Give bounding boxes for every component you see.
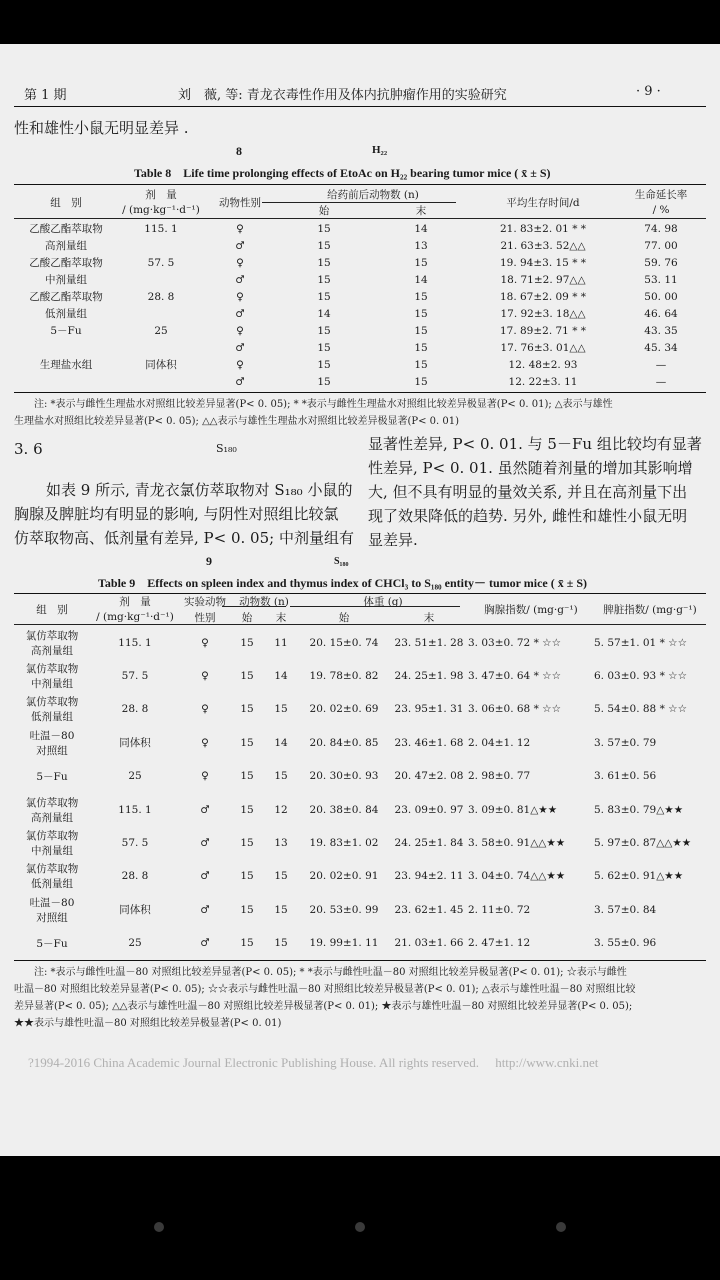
table9-header [14,594,706,625]
group-name: 氯仿萃取物 [25,830,79,843]
table-row [14,726,706,759]
t9-head-weight: 体重 (g) [363,596,403,608]
weight-start-cell: 20. 84±0. 85 [309,736,379,749]
table8-bottom-rule [14,392,706,393]
t8-head-end: 末 [415,204,427,217]
start-count-cell: 15 [240,803,254,816]
section-number: 3. 6 [14,440,43,458]
start-count-cell: 15 [317,222,331,235]
sex-cell: ♀ [236,290,244,303]
dose-cell: 同体积 [119,904,151,917]
t8-head-survival: 平均生存时间/d [506,196,580,209]
group-name: 吐温－80 [29,896,75,909]
sex-cell: ♂ [200,937,210,950]
end-count-cell: 14 [274,670,288,683]
table-row [14,237,706,254]
weight-end-cell: 23. 94±2. 11 [394,870,464,883]
start-count-cell: 15 [240,736,254,749]
sex-cell: ♀ [236,324,244,337]
prolong-rate-cell: — [655,358,667,371]
group-level: 低剂量组 [31,878,73,891]
dose-cell: 115. 1 [118,636,152,649]
end-count-cell: 15 [414,256,428,269]
weight-end-cell: 23. 62±1. 45 [394,903,464,916]
dose-cell: 28. 8 [121,870,149,883]
table-row [14,927,706,960]
t9-head-group: 组 别 [36,604,68,616]
sex-cell: ♀ [201,703,209,716]
weight-start-cell: 20. 02±0. 91 [309,870,379,883]
group-cell: 生理盐水组 [39,359,93,371]
section-subtitle: S₁₈₀ [216,442,237,455]
weight-end-cell: 23. 09±0. 97 [394,803,464,816]
end-count-cell: 14 [414,222,428,235]
table8-note-line1: 注: *表示与雌性生理盐水对照组比较差异显著(P< 0. 05); * *表示与雌性生理盐水对照组比较差异极显著(P< 0. 01); △表示与雄性 [34,399,613,410]
weight-end-cell: 24. 25±1. 84 [394,837,464,850]
sex-cell: ♂ [200,837,210,850]
spleen-index-cell: 5. 54±0. 88 * ☆☆ [594,703,687,716]
dose-cell: 同体积 [145,359,177,371]
t9-head-start: 始 [241,611,253,624]
group-cell [14,793,90,826]
dose-cell: 25 [128,937,142,950]
group-cell: 中剂量组 [45,274,87,286]
group-cell [14,626,90,659]
table8-note-line2: 生理盐水对照组比较差异显著(P< 0. 05); △△表示与雄性生理盐水对照组比较差异极显著(P< 0. 01) [14,416,459,427]
body-left-line3: 仿萃取物高、低剂量有差异, P< 0. 05; 中剂量组有 [14,529,354,547]
weight-start-cell: 19. 78±0. 82 [309,670,379,683]
table8-head-rule [14,218,706,219]
table-row [14,826,706,859]
start-count-cell: 15 [240,903,254,916]
table8-subtitle: H₂₂ [372,144,388,156]
t8-head-prolong2: / % [652,204,670,216]
table9-caption: Table 9 Effects on spleen index and thymus index of CHCl₃ to S₁₈₀ entity－ tumor mice ( x̄ ± S) [98,576,587,590]
dose-cell: 28. 8 [121,703,149,716]
end-count-cell: 15 [274,937,288,950]
t9-head-sex2: 性别 [194,611,216,624]
start-count-cell: 15 [317,324,331,337]
page-number: · 9 · [636,84,661,99]
weight-start-cell: 20. 15±0. 74 [309,636,379,649]
t8-head-dose2: / (mg·kg⁻¹·d⁻¹) [122,204,200,216]
group-cell: 乙酸乙酯萃取物 [29,291,103,303]
group-cell: 5－Fu [50,325,82,337]
group-name: 氯仿萃取物 [25,629,79,642]
group-name: 氯仿萃取物 [25,796,79,809]
survival-time-cell: 17. 89±2. 71 * * [499,324,587,337]
survival-time-cell: 12. 48±2. 93 [508,358,578,371]
thymus-index-cell: 3. 09±0. 81△★★ [468,803,558,816]
start-count-cell: 15 [240,937,254,950]
weight-start-cell: 20. 02±0. 69 [309,703,379,716]
thymus-index-cell: 3. 03±0. 72 * ☆☆ [468,636,561,649]
dose-cell [118,271,204,288]
start-count-cell: 15 [317,290,331,303]
thymus-index-cell: 2. 11±0. 72 [468,903,531,916]
end-count-cell: 13 [274,837,288,850]
table-row [14,860,706,893]
weight-start-cell: 20. 53±0. 99 [309,903,379,916]
table9-note-line2: 吐温－80 对照组比较差异显著(P< 0. 05); ☆☆表示与雌性吐温－80 对照组比较差异极显著(P< 0. 01); △表示与雄性吐温－80 对照组比较 [14,984,636,995]
survival-time-cell: 17. 76±3. 01△△ [500,341,586,354]
nav-recents-icon[interactable] [556,1222,566,1232]
weight-end-cell: 24. 25±1. 98 [394,670,464,683]
sex-cell: ♀ [236,222,244,235]
sex-cell: ♂ [235,375,245,388]
prolong-rate-cell: 50. 00 [644,290,678,303]
prolong-rate-cell: 77. 00 [644,239,678,252]
start-count-cell: 15 [317,375,331,388]
group-cell [14,860,90,893]
status-bar [0,0,720,44]
dose-cell: 115. 1 [144,222,178,235]
prolong-rate-cell: 53. 11 [644,273,678,286]
t9-head-wend: 末 [423,611,435,624]
group-cell [14,826,90,859]
table-row [14,322,706,339]
end-count-cell: 15 [414,290,428,303]
table-row [14,893,706,926]
group-cell [14,339,118,356]
end-count-cell: 15 [274,703,288,716]
table9-note-line3: 差异显著(P< 0. 05); △△表示与雄性吐温－80 对照组比较差异极显著(P< 0. 01); ★表示与雄性吐温－80 对照组比较差异显著(P< 0. 05); [14,1001,633,1012]
end-count-cell: 12 [274,803,288,816]
group-cell [14,893,90,926]
group-cell: 低剂量组 [45,308,87,320]
nav-back-icon[interactable] [154,1222,164,1232]
table-row [14,305,706,322]
prolong-rate-cell: 59. 76 [644,256,678,269]
body-right-line5: 显差异. [368,531,418,549]
spleen-index-cell: 3. 55±0. 96 [594,937,657,950]
group-cell [14,726,90,759]
body-left-line1: 如表 9 所示, 青龙衣氯仿萃取物对 S₁₈₀ 小鼠的 [46,481,353,499]
t8-head-group: 组 别 [50,196,82,209]
weight-end-cell: 21. 03±1. 66 [394,937,464,950]
sex-cell: ♂ [200,870,210,883]
navigation-bar [0,1156,720,1280]
t8-head-dose1: 剂 量 [145,188,177,201]
end-count-cell: 14 [274,736,288,749]
start-count-cell: 15 [240,870,254,883]
running-title: 刘 薇, 等: 青龙衣毒性作用及体内抗肿瘤作用的实验研究 [178,88,507,103]
dose-cell: 28. 8 [147,290,175,303]
group-level: 中剂量组 [31,678,73,691]
spleen-index-cell: 5. 97±0. 87△△★★ [594,837,692,850]
survival-time-cell: 12. 22±3. 11 [508,375,578,388]
end-count-cell: 15 [274,770,288,783]
dose-cell: 57. 5 [147,256,175,269]
sex-cell: ♀ [236,358,244,371]
t9-head-wstart: 始 [338,611,350,624]
sex-cell: ♀ [201,636,209,649]
dose-cell [118,305,204,322]
prolong-rate-cell: 74. 98 [644,222,678,235]
survival-time-cell: 21. 63±3. 52△△ [500,239,586,252]
dose-cell: 25 [154,324,168,337]
group-level: 对照组 [36,744,68,757]
issue-number: 第 1 期 [24,88,67,103]
group-level: 低剂量组 [31,711,73,724]
table-row [14,220,706,237]
prolong-rate-cell: 43. 35 [644,324,678,337]
end-count-cell: 11 [274,636,288,649]
start-count-cell: 15 [240,837,254,850]
sex-cell: ♀ [201,770,209,783]
dose-cell [118,373,204,390]
survival-time-cell: 21. 83±2. 01 * * [499,222,587,235]
group-name: 氯仿萃取物 [25,863,79,876]
t8-head-prolong1: 生命延长率 [634,188,688,201]
thymus-index-cell: 3. 06±0. 68 * ☆☆ [468,703,561,716]
dose-cell: 57. 5 [121,837,149,850]
table-row [14,339,706,356]
table8-header [14,186,706,218]
weight-end-cell: 23. 46±1. 68 [394,736,464,749]
sex-cell: ♀ [236,256,244,269]
spleen-index-cell: 5. 57±1. 01 * ☆☆ [594,636,687,649]
header-rule [14,106,706,107]
thymus-index-cell: 2. 47±1. 12 [468,937,531,950]
table9-number: 9 [206,554,212,568]
thymus-index-cell: 2. 04±1. 12 [468,736,531,749]
end-count-cell: 15 [414,375,428,388]
group-cell [14,760,90,793]
weight-start-cell: 19. 83±1. 02 [309,837,379,850]
group-cell [14,927,90,960]
table-row [14,254,706,271]
survival-time-cell: 18. 67±2. 09 * * [499,290,587,303]
prolong-rate-cell: — [655,375,667,388]
group-name: 吐温－80 [29,729,75,742]
sex-cell: ♀ [201,736,209,749]
group-level: 中剂量组 [31,845,73,858]
sex-cell: ♂ [235,239,245,252]
body-left-line2: 胸腺及脾脏均有明显的影响, 与阴性对照组比较氯 [14,505,339,523]
start-count-cell: 15 [317,341,331,354]
document-page [0,44,720,1156]
sex-cell: ♀ [201,670,209,683]
end-count-cell: 14 [414,273,428,286]
table-row [14,356,706,373]
sex-cell: ♂ [200,803,210,816]
group-name: 5－Fu [36,770,68,783]
body-right-line1: 显著性差异, P< 0. 01. 与 5－Fu 组比较均有显著 [368,435,702,453]
table8-top-rule [14,184,706,185]
dose-cell [118,237,204,254]
table9-subtitle: S₁₈₀ [334,556,349,567]
start-count-cell: 15 [317,256,331,269]
group-cell [14,693,90,726]
survival-time-cell: 17. 92±3. 18△△ [500,307,586,320]
spleen-index-cell: 5. 62±0. 91△★★ [594,870,684,883]
copyright-footer: ?1994-2016 China Academic Journal Electronic Publishing House. All rights reserved. http://www.cnki.net [28,1055,599,1070]
t8-head-sex: 动物性别 [219,196,261,209]
body-right-line3: 大, 但不具有明显的量效关系, 并且在高剂量下出 [368,483,688,501]
start-count-cell: 15 [240,703,254,716]
weight-start-cell: 20. 38±0. 84 [309,803,379,816]
spleen-index-cell: 3. 61±0. 56 [594,770,657,783]
sex-cell: ♂ [235,273,245,286]
dose-cell: 115. 1 [118,803,152,816]
table-row [14,760,706,793]
table8-caption: Table 8 Life time prolonging effects of EtoAc on H₂₂ bearing tumor mice ( x̄ ± S) [134,166,551,180]
body-right-line2: 性差异, P< 0. 01. 虽然随着剂量的增加其影响增 [368,459,693,477]
table9-bottom-rule [14,960,706,961]
group-cell [14,373,118,390]
spleen-index-cell: 6. 03±0. 93 * ☆☆ [594,670,687,683]
group-cell: 乙酸乙酯萃取物 [29,223,103,235]
dose-cell: 25 [128,770,142,783]
group-name: 5－Fu [36,937,68,950]
start-count-cell: 15 [317,239,331,252]
table-row [14,288,706,305]
dose-cell [118,339,204,356]
dose-cell: 57. 5 [121,670,149,683]
sex-cell: ♂ [235,307,245,320]
table-row [14,793,706,826]
sex-cell: ♂ [235,341,245,354]
thymus-index-cell: 3. 47±0. 64 * ☆☆ [468,670,561,683]
group-cell: 高剂量组 [45,240,87,252]
weight-end-cell: 23. 51±1. 28 [394,636,464,649]
start-count-cell: 14 [317,307,331,320]
end-count-cell: 15 [274,870,288,883]
paragraph-top: 性和雄性小鼠无明显差异 . [14,119,189,137]
weight-end-cell: 23. 95±1. 31 [394,703,464,716]
nav-home-icon[interactable] [355,1222,365,1232]
prolong-rate-cell: 45. 34 [644,341,678,354]
survival-time-cell: 18. 71±2. 97△△ [500,273,586,286]
table-row [14,693,706,726]
spleen-index-cell: 3. 57±0. 84 [594,903,657,916]
group-name: 氯仿萃取物 [25,696,79,709]
start-count-cell: 15 [317,273,331,286]
thymus-index-cell: 3. 04±0. 74△△★★ [468,870,566,883]
group-level: 高剂量组 [31,811,73,824]
group-cell: 乙酸乙酯萃取物 [29,257,103,269]
table-row [14,626,706,659]
end-count-cell: 15 [414,324,428,337]
table9-body [14,626,706,960]
table-row [14,271,706,288]
t8-head-start: 始 [318,204,330,217]
start-count-cell: 15 [240,670,254,683]
weight-start-cell: 20. 30±0. 93 [309,770,379,783]
t9-head-spleen: 脾脏指数/ (mg·g⁻¹) [603,604,697,616]
prolong-rate-cell: 46. 64 [644,307,678,320]
group-level: 对照组 [36,911,68,924]
end-count-cell: 15 [414,307,428,320]
body-right-line4: 现了效果降低的趋势. 另外, 雌性和雄性小鼠无明 [368,507,688,525]
start-count-cell: 15 [240,636,254,649]
t9-head-sex1: 实验动物 [184,596,226,608]
thymus-index-cell: 3. 58±0. 91△△★★ [468,837,566,850]
table9-note-line1: 注: *表示与雌性吐温－80 对照组比较差异显著(P< 0. 05); * *表示与雌性吐温－80 对照组比较差异极显著(P< 0. 01); ☆表示与雌性 [34,967,627,978]
t9-head-count: 动物数 (n) [239,596,289,608]
end-count-cell: 15 [414,341,428,354]
spleen-index-cell: 5. 83±0. 79△★★ [594,803,684,816]
group-cell [14,659,90,692]
table-row [14,659,706,692]
t9-head-dose1: 剂 量 [119,596,151,608]
start-count-cell: 15 [317,358,331,371]
group-name: 氯仿萃取物 [25,663,79,676]
table8-body [14,220,706,390]
weight-end-cell: 20. 47±2. 08 [394,770,464,783]
dose-cell: 同体积 [119,737,151,750]
table9-note-line4: ★★表示与雄性吐温－80 对照组比较差异极显著(P< 0. 01) [14,1018,282,1029]
sex-cell: ♂ [200,903,210,916]
t9-head-end: 末 [275,611,287,624]
spleen-index-cell: 3. 57±0. 79 [594,736,657,749]
survival-time-cell: 19. 94±3. 15 * * [499,256,587,269]
t9-head-dose2: / (mg·kg⁻¹·d⁻¹) [96,611,174,623]
t8-head-count: 给药前后动物数 (n) [327,188,419,201]
table-row [14,373,706,390]
thymus-index-cell: 2. 98±0. 77 [468,770,531,783]
start-count-cell: 15 [240,770,254,783]
end-count-cell: 15 [414,358,428,371]
group-level: 高剂量组 [31,644,73,657]
end-count-cell: 13 [414,239,428,252]
table8-number: 8 [236,144,242,158]
weight-start-cell: 19. 99±1. 11 [309,937,379,950]
t9-head-thymus: 胸腺指数/ (mg·g⁻¹) [484,604,578,616]
end-count-cell: 15 [274,903,288,916]
